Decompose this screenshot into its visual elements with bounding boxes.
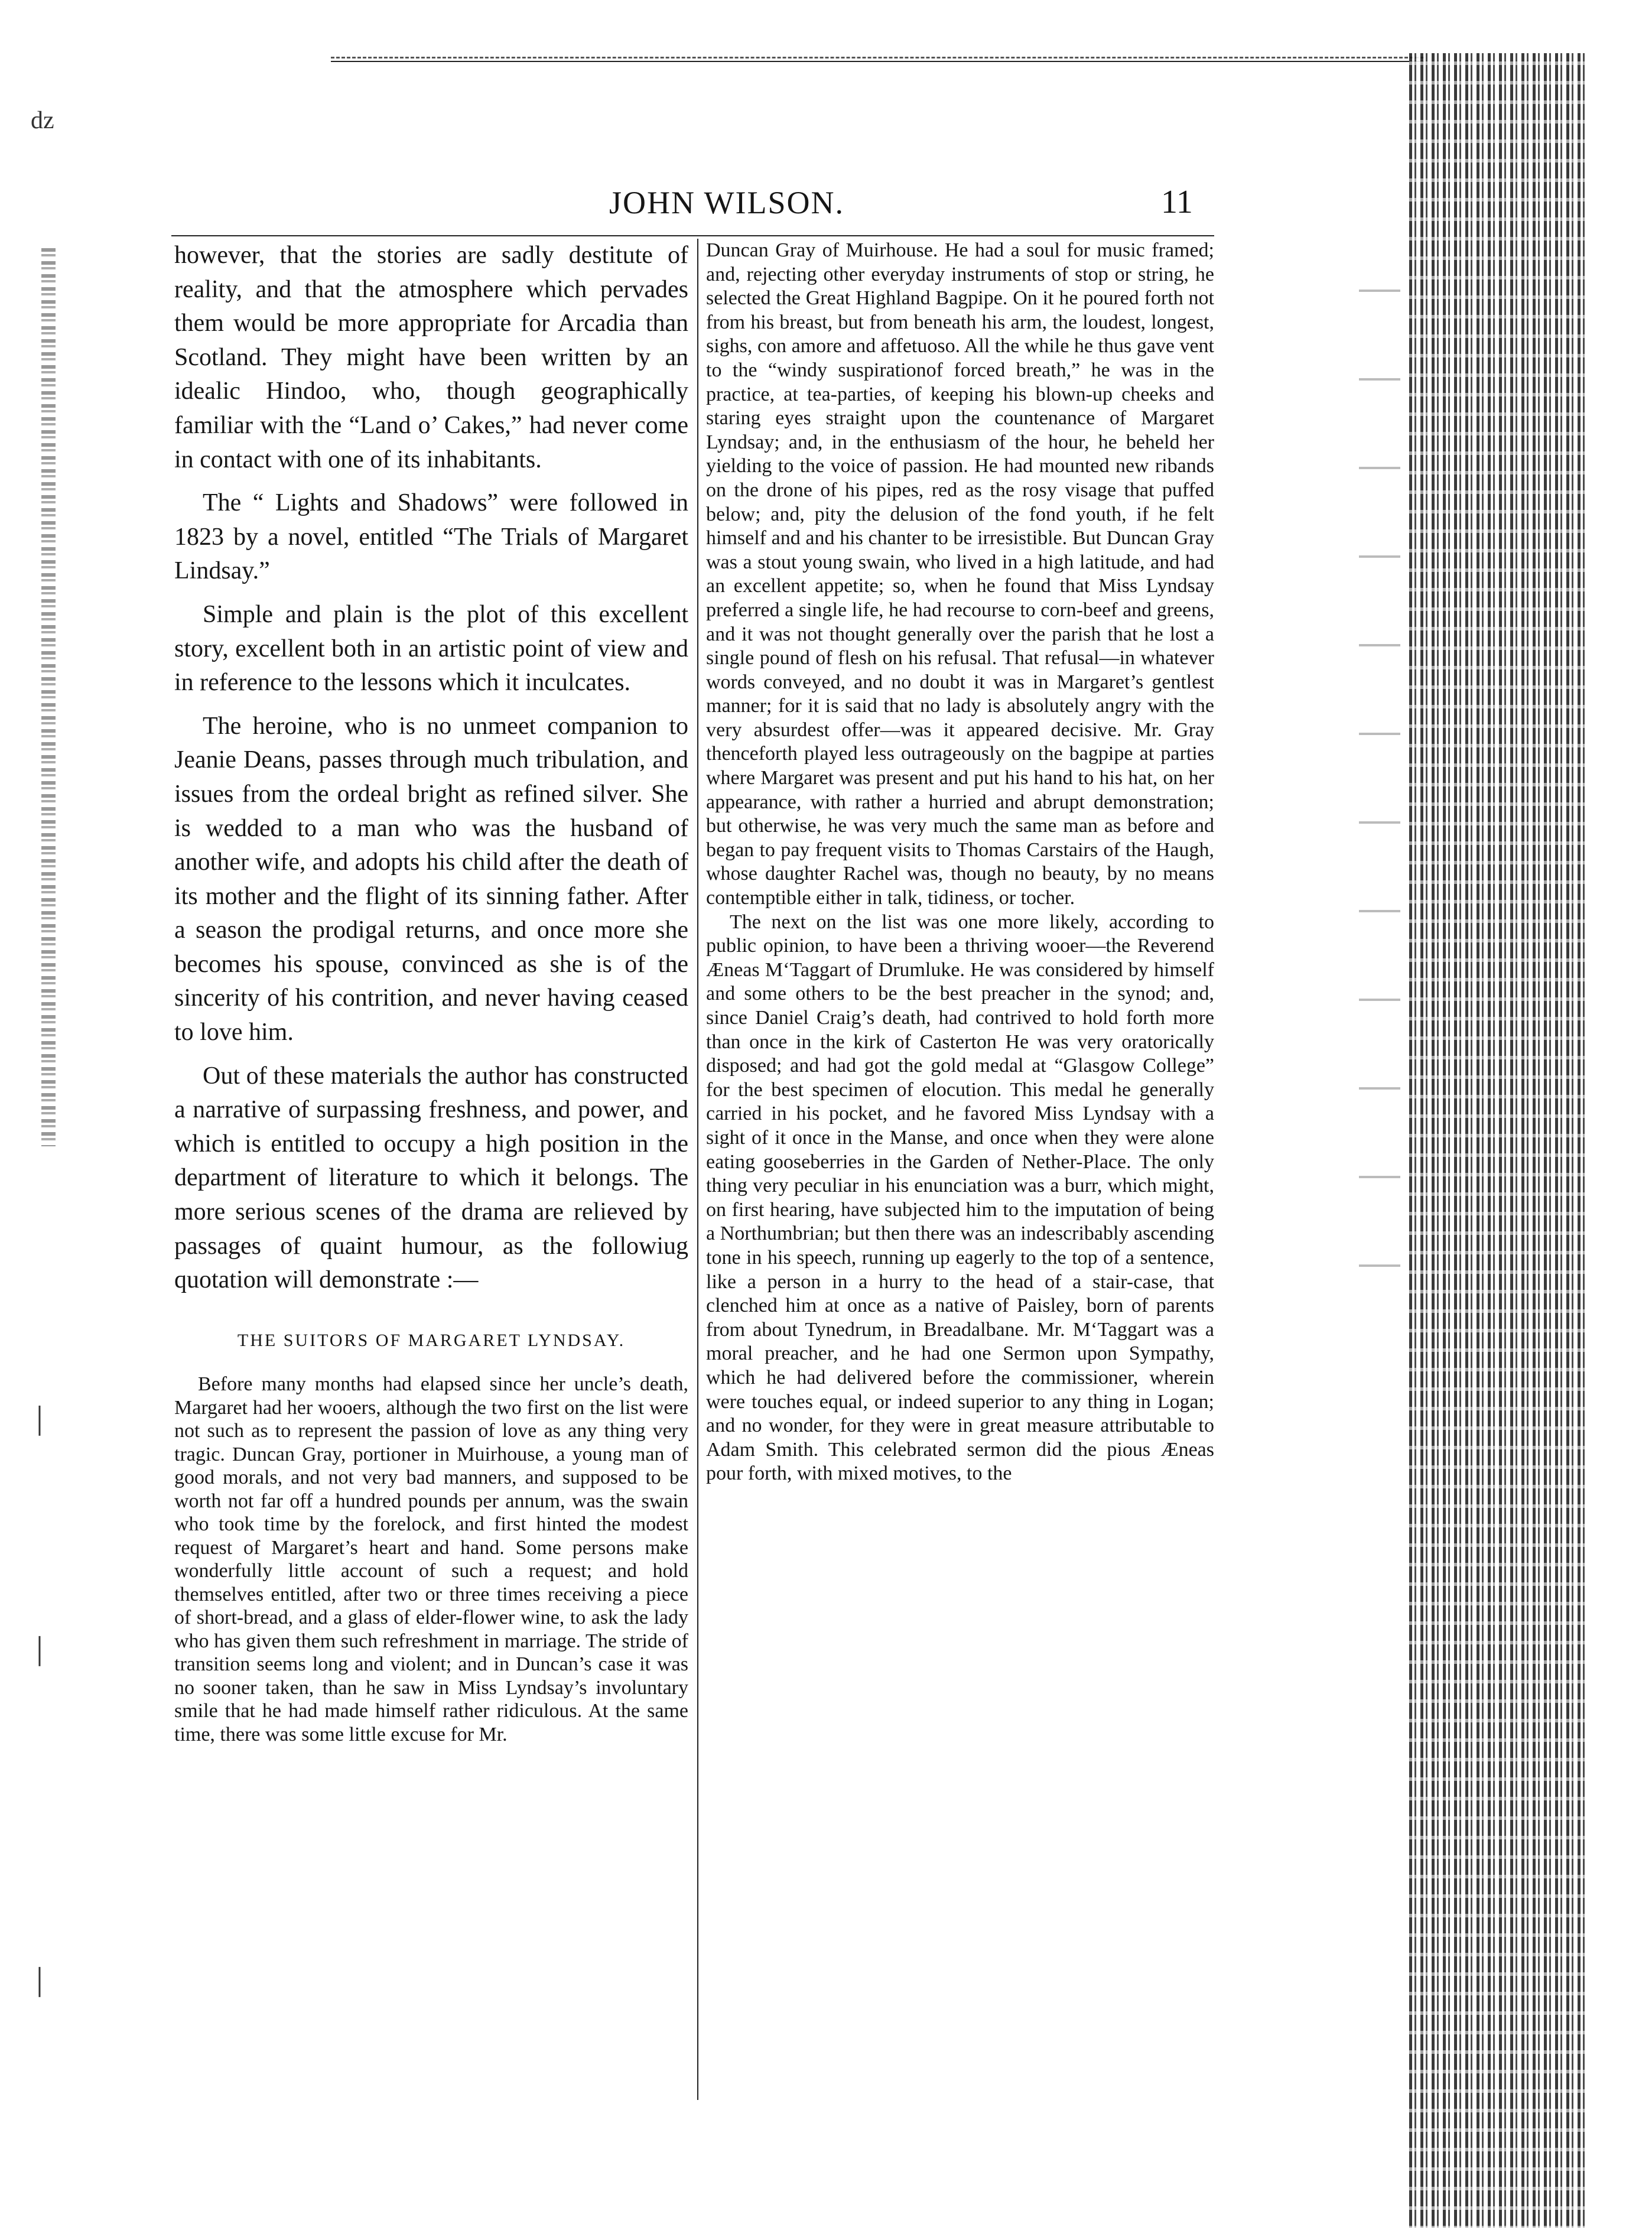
right-column xyxy=(706,239,1214,1486)
paragraph: The “ Lights and Shadows” were followed in 1823 by a novel, entitled “The Trials of Margaret Lindsay.” xyxy=(174,489,688,585)
scanned-page-edge-texture xyxy=(1409,53,1586,2228)
paragraph: Simple and plain is the plot of this excellent story, excellent both in an artistic point of view and in reference to the lessons which it inculcates. xyxy=(174,600,688,697)
scan-speckle xyxy=(1359,248,1400,1312)
margin-mark: │ xyxy=(31,1407,48,1434)
left-column xyxy=(174,239,688,1746)
margin-mark: │ xyxy=(31,1637,48,1664)
binding-edge-strip xyxy=(41,248,56,1146)
paragraph: Out of these materials the author has constructed a narrative of surpassing freshness, and power, and which is entitled to occupy a high position in the department of literature to which it belongs. The more serious scenes of the drama are relieved by passages of quaint humour, as the followiug quotation will demonstrate :— xyxy=(174,1062,688,1294)
page-number: 11 xyxy=(1161,184,1193,220)
top-border-dashed-rule xyxy=(331,57,1424,58)
paragraph: however, that the stories are sadly destitute of reality, and that the atmosphere which pervades them would be more appropriate for Arcadia than Scotland. They might have been written by an idealic Hindoo, who, though geographically familiar with the “Land o’ Cakes,” had never come in contact with one of its inhabitants. xyxy=(174,242,688,473)
margin-mark: ǳ xyxy=(31,107,54,134)
column-divider xyxy=(697,239,698,2100)
extract-paragraph: The next on the list was one more likely, according to public opinion, to have been a thriving wooer—the Reverend Æneas M‘Taggart of Drumluke. He was considered by himself and some others to be the best preacher in the synod; and, since Daniel Craig’s death, had contrived to hold forth more than once in the kirk of Casterton He was very oratorically disposed; and had got the gold medal at “Glasgow College” for the best specimen of elocution. This medal he generally carried in his pocket, and he favored Miss Lyndsay with a sight of it once in the Manse, and once when they were alone eating gooseberries in the Garden of Nether-Place. The only thing very peculiar in his enunciation was a burr, which might, on first hearing, have subjected him to the imputation of being a Northumbrian; but then there was an indescribably ascending tone in his speech, running up eagerly to the top of a sentence, like a person in a hurry to the head of a stair-case, that clenched him at once as a native of Paisley, born of parents from about Tynedrum, in Breadalbane. Mr. M‘Taggart was a moral preacher, and he had one Sermon upon Sympathy, which he had delivered before the commissioner, wherein were touches equal, or indeed superior to any thing in Logan; and no wonder, for they were in great measure attributable to Adam Smith. This celebrated sermon did the pious Æneas pour forth, with mixed motives, to the xyxy=(706,911,1214,1485)
running-title: JOHN WILSON. xyxy=(609,185,844,220)
header-rule xyxy=(171,235,1214,236)
top-border-rule xyxy=(331,61,1424,62)
extract-paragraph: Before many months had elapsed since her uncle’s death, Margaret had her wooers, although the two first on the list were not such as to represent the passion of love as any thing very tragic. Duncan Gray, portioner in Muirhouse, a young man of good morals, and not very bad manners, and supposed to be worth not far off a hundred pounds per annum, was the swain who took time by the forelock, and first hinted the modest request of Margaret’s heart and hand. Some persons make wonderfully little account of such a request; and hold themselves entitled, after two or three times receiving a piece of short-bread, and a glass of elder-flower wine, to ask the lady who has given them such refreshment in marriage. The stride of transition seems long and violent; and in Duncan’s case it was no sooner taken, than he saw in Miss Lyndsay’s involuntary smile that he had made himself rather ridiculous. At the same time, there was some little excuse for Mr. xyxy=(174,1373,688,1745)
paragraph: The heroine, who is no unmeet companion to Jeanie Deans, passes through much tribulation, and issues from the ordeal bright as refined silver. She is wedded to a man who was the husband of another wife, and adopts his child after the death of its mother and the flight of its sinning father. After a season the prodigal returns, and once more she becomes his spouse, convinced as she is of the sincerity of his contrition, and never having ceased to love him. xyxy=(174,712,688,1046)
margin-mark: │ xyxy=(31,1968,48,1995)
extract-paragraph: Duncan Gray of Muirhouse. He had a soul for music framed; and, rejecting other everyday instruments of stop or string, he selected the Great Highland Bagpipe. On it he poured forth not from his breast, but from beneath his arm, the loudest, longest, sighs, con amore and affetuoso. All the while he thus gave vent to the “windy suspirationof forced breath,” he was in the practice, at tea-parties, of keeping his blown-up cheeks and staring eyes straight upon the countenance of Margaret Lyndsay; and, in the enthusiasm of the hour, he beheld her yielding to the voice of passion. He had mounted new ribands on the drone of his pipes, red as the rosy visage that puffed below; and, pity the delusion of the fond youth, if he felt himself and and his chanter to be irresistible. But Duncan Gray was a stout young swain, who lived in a high latitude, and had an excellent appetite; so, when he found that Miss Lyndsay preferred a single life, he had recourse to corn-beef and greens, and it was not thought generally over the parish that he lost a single pound of flesh on his refusal. That refusal—in whatever words conveyed, and no doubt it was in Margaret’s gentlest manner; for it is said that no lady is absolutely angry with the very absurdest offer—was it appeared decisive. Mr. Gray thenceforth played less outrageously on the bagpipe at parties where Margaret was present and put his hand to his hat, on her appearance, with rather a hurried and abrupt demonstration; but otherwise, he was very much the same man as before and began to pay frequent visits to Thomas Carstairs of the Haugh, whose daughter Rachel was, though no beauty, by no means contemptible either in talk, tidiness, or tocher. xyxy=(706,239,1214,909)
section-heading: THE SUITORS OF MARGARET LYNDSAY. xyxy=(237,1330,626,1350)
